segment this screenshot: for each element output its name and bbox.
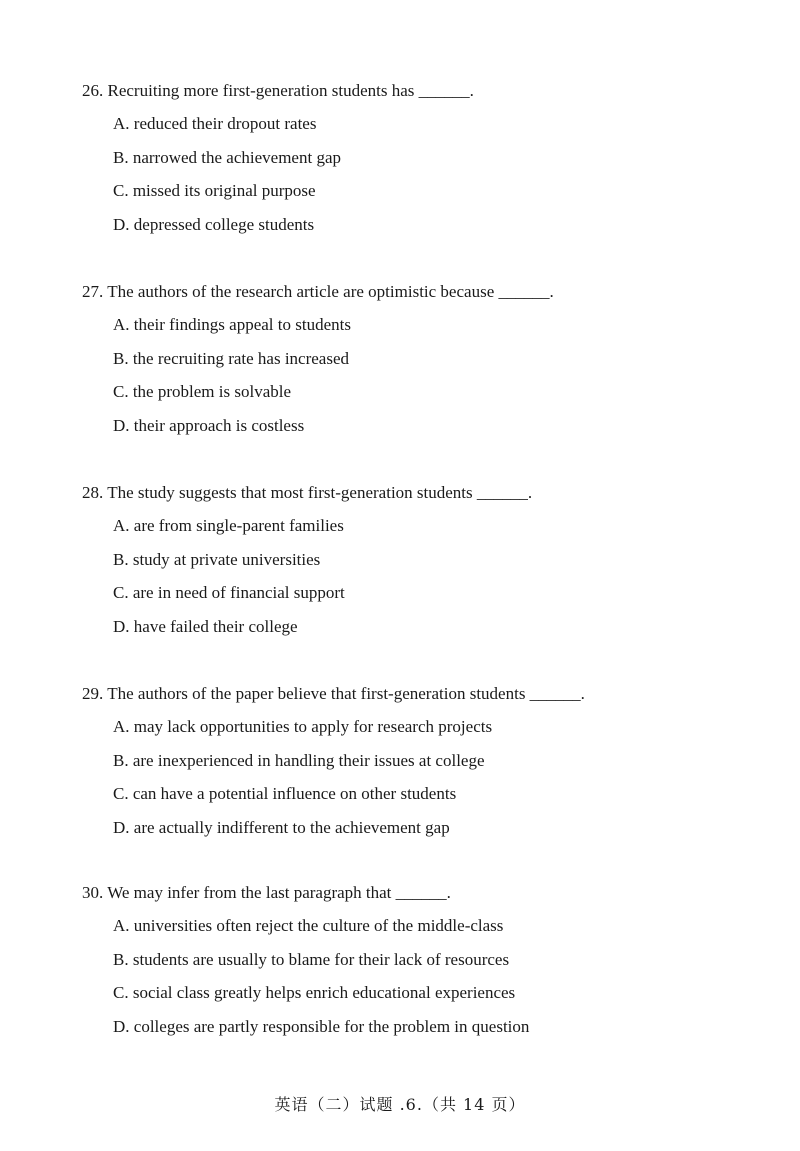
option-c: C. can have a potential influence on other students — [113, 784, 457, 803]
option-d: D. colleges are partly responsible for the problem in question — [113, 1016, 530, 1036]
option-d: D. their approach is costless — [113, 415, 305, 435]
option-a: A. their findings appeal to students — [113, 315, 351, 334]
option-list — [113, 915, 772, 1038]
option-d: D. are actually indifferent to the achievement gap — [113, 817, 450, 837]
question-27 — [82, 281, 772, 448]
question-stem: 27. The authors of the research article are optimistic because ______. — [82, 282, 554, 301]
question-stem: 28. The study suggests that most first-generation students ______. — [82, 483, 533, 502]
question-stem: 26. Recruiting more first-generation students has ______. — [82, 81, 474, 100]
option-a: A. may lack opportunities to apply for research projects — [113, 717, 493, 736]
option-c: C. are in need of financial support — [113, 583, 345, 602]
page-footer: 英语（二）试题 .6.（共 14 页） — [274, 1095, 526, 1114]
question-30 — [82, 882, 772, 1049]
option-b: B. narrowed the achievement gap — [113, 147, 341, 167]
option-c: C. social class greatly helps enrich educational experiences — [113, 983, 516, 1002]
option-a: A. reduced their dropout rates — [113, 114, 317, 133]
option-b: B. students are usually to blame for their lack of resources — [113, 949, 510, 969]
option-d: D. depressed college students — [113, 214, 315, 234]
option-c: C. the problem is solvable — [113, 382, 292, 401]
question-26 — [82, 80, 772, 247]
question-stem: 30. We may infer from the last paragraph that ______. — [82, 883, 451, 902]
option-a: A. universities often reject the culture of the middle-class — [113, 916, 504, 935]
option-b: B. the recruiting rate has increased — [113, 348, 350, 368]
option-a: A. are from single-parent families — [113, 516, 344, 535]
option-b: B. study at private universities — [113, 549, 321, 569]
option-b: B. are inexperienced in handling their issues at college — [113, 750, 485, 770]
question-stem: 29. The authors of the paper believe that first-generation students ______. — [82, 684, 585, 703]
option-c: C. missed its original purpose — [113, 181, 316, 200]
option-list — [113, 113, 772, 236]
option-list — [113, 515, 772, 638]
option-list — [113, 314, 772, 437]
question-28 — [82, 482, 772, 649]
option-d: D. have failed their college — [113, 616, 298, 636]
option-list — [113, 716, 772, 839]
question-29 — [82, 683, 772, 850]
